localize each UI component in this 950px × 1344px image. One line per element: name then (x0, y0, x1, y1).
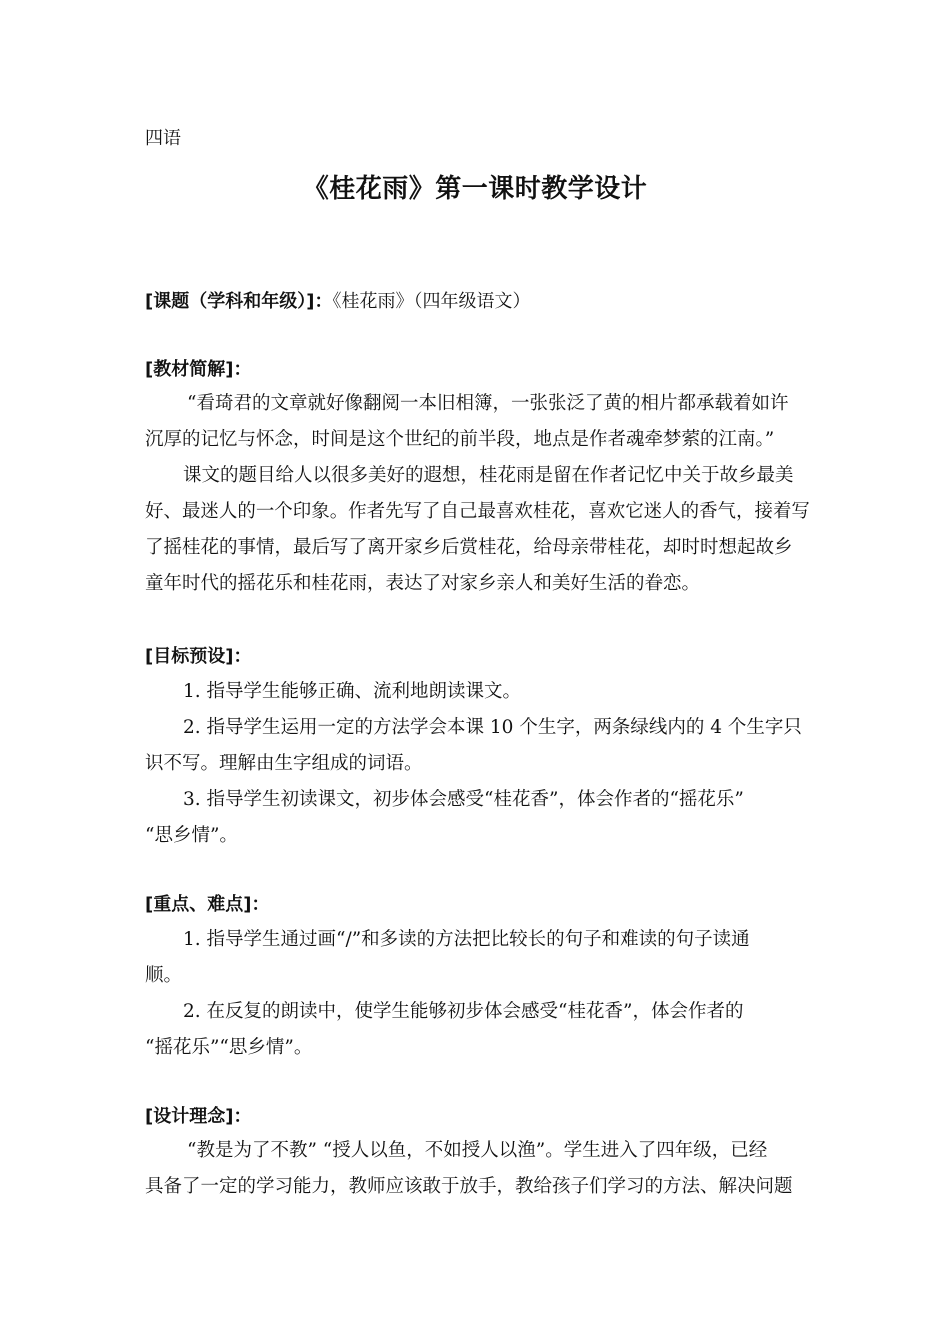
key-point-line: 2. 在反复的朗读中，使学生能够初步体会感受“桂花香”，体会作者的 (183, 1001, 744, 1022)
material-line: “看琦君的文章就好像翻阅一本旧相簿，一张张泛了黄的相片都承载着如许 (187, 393, 789, 414)
material-line: 课文的题目给人以很多美好的遐想，桂花雨是留在作者记忆中关于故乡最美 (183, 465, 794, 486)
material-line: 了摇桂花的事情，最后写了离开家乡后赏桂花，给母亲带桂花，却时时想起故乡 (145, 537, 793, 558)
key-points-heading: [重点、难点]： (145, 894, 270, 915)
goal-line: 2. 指导学生运用一定的方法学会本课 10 个生字，两条绿线内的 4 个生字只 (183, 717, 802, 738)
page-title: 《桂花雨》第一课时教学设计 (302, 174, 648, 204)
concept-line: “教是为了不教” “授人以鱼，不如授人以渔”。学生进入了四年级，已经 (187, 1140, 768, 1161)
goal-line: 识不写。理解由生字组成的词语。 (145, 753, 423, 774)
key-point-line: “摇花乐”“思乡情”。 (145, 1037, 313, 1058)
grade-label: 四语 (145, 128, 181, 149)
key-point-line: 1. 指导学生通过画“/”和多读的方法把比较长的句子和难读的句子读通 (183, 929, 750, 950)
topic-heading: [课题（学科和年级）]： (145, 291, 333, 312)
concept-heading: [设计理念]： (145, 1106, 252, 1127)
goal-line: 3. 指导学生初读课文，初步体会感受“桂花香”，体会作者的“摇花乐” (183, 789, 744, 810)
material-heading: [教材简解]： (145, 359, 252, 380)
key-point-line: 顺。 (145, 965, 183, 986)
goals-heading: [目标预设]： (145, 646, 252, 667)
goal-line: “思乡情”。 (145, 825, 238, 846)
topic-row (145, 287, 530, 313)
concept-line: 具备了一定的学习能力，教师应该敢于放手，教给孩子们学习的方法、解决问题 (145, 1176, 793, 1197)
material-line: 好、最迷人的一个印象。作者先写了自己最喜欢桂花，喜欢它迷人的香气，接着写 (145, 501, 810, 522)
goal-line: 1. 指导学生能够正确、流利地朗读课文。 (183, 681, 522, 702)
topic-value: 《桂花雨》（四年级语文） (332, 291, 531, 312)
material-line: 沉厚的记忆与怀念，时间是这个世纪的前半段，地点是作者魂牵梦萦的江南。” (145, 429, 775, 450)
material-line: 童年时代的摇花乐和桂花雨，表达了对家乡亲人和美好生活的眷恋。 (145, 573, 701, 594)
